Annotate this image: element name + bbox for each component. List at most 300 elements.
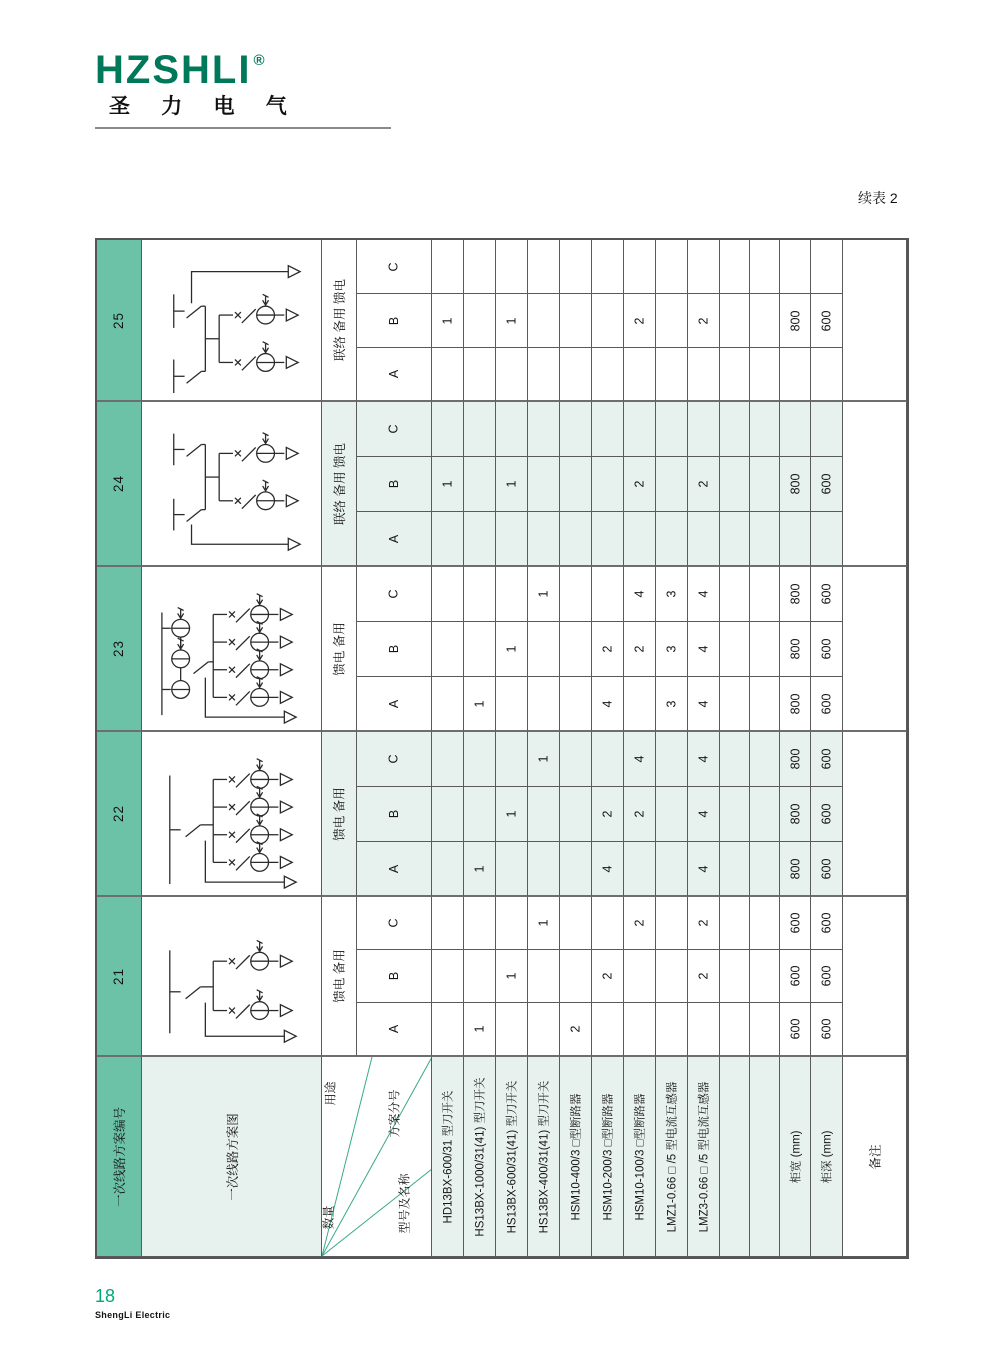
qty-cell — [528, 842, 560, 897]
equipment-name-cell — [688, 1057, 720, 1257]
qty-cell — [656, 512, 688, 567]
equipment-name: HS13BX-1000/31(41) 型刀开关 — [474, 1076, 487, 1237]
qty-cell — [592, 294, 624, 348]
usage-cell — [322, 240, 357, 402]
feeder-arrow-icon — [280, 856, 292, 868]
meter-arrow-icon — [256, 758, 262, 769]
qty-cell — [656, 787, 688, 842]
meter-arrow-icon — [256, 990, 262, 1001]
circuit-diagram-incomer-metering-four-feeders — [143, 571, 321, 727]
qty-cell — [560, 842, 592, 897]
qty-cell — [560, 240, 592, 294]
cabinet-depth-cell — [811, 677, 843, 732]
qty-cell — [464, 294, 496, 348]
cabinet-width-cell — [780, 294, 811, 348]
qty-cell — [688, 240, 720, 294]
qty-value: 1 — [440, 317, 455, 324]
qty-cell — [432, 1003, 464, 1057]
sub-scheme-letter: B — [387, 971, 401, 981]
fuse-icon — [234, 359, 240, 365]
fuse-icon — [229, 776, 235, 782]
cabinet-depth-cell — [811, 897, 843, 950]
qty-cell — [624, 294, 656, 348]
cabinet-width-cell — [780, 240, 811, 294]
qty-value: 1 — [504, 645, 519, 653]
qty-cell — [688, 622, 720, 677]
spare-cell — [720, 348, 750, 402]
scheme-table-grid — [97, 240, 907, 1257]
fuse-icon — [229, 611, 235, 617]
remark-cell — [843, 240, 907, 402]
sub-scheme-label-cell — [357, 240, 432, 294]
circuit-diagram-two-incomers-feeder-bottom — [143, 406, 321, 562]
qty-cell — [624, 950, 656, 1003]
equipment-name: HS13BX-400/31(41) 型刀开关 — [538, 1080, 551, 1233]
sub-scheme-label-cell — [357, 787, 432, 842]
qty-cell — [592, 842, 624, 897]
qty-cell — [464, 732, 496, 787]
meter-arrow-icon — [262, 342, 268, 353]
qty-cell — [464, 950, 496, 1003]
qty-cell — [560, 567, 592, 622]
meter-arrow-icon — [262, 294, 268, 305]
cabinet-depth-value: 600 — [819, 912, 834, 934]
qty-cell — [560, 622, 592, 677]
qty-cell — [432, 622, 464, 677]
qty-value: 2 — [600, 645, 615, 653]
qty-value: 4 — [696, 590, 711, 598]
feeder-arrow-icon — [280, 828, 292, 840]
sub-scheme-label-cell — [357, 1003, 432, 1057]
qty-cell — [656, 457, 688, 512]
qty-value: 1 — [472, 1025, 487, 1033]
qty-cell — [656, 348, 688, 402]
qty-cell — [496, 512, 528, 567]
cell-text: 柜宽 (mm) — [790, 1129, 803, 1184]
qty-cell — [624, 402, 656, 457]
scheme-number-cell — [97, 240, 142, 402]
qty-value: 3 — [664, 590, 679, 598]
cabinet-depth-cell — [811, 402, 843, 457]
qty-value: 1 — [504, 317, 519, 324]
cabinet-width-value: 600 — [787, 1018, 802, 1040]
cabinet-depth-value: 600 — [819, 473, 834, 495]
spare-cell — [720, 732, 750, 787]
qty-cell — [656, 732, 688, 787]
qty-cell — [656, 567, 688, 622]
qty-value: 4 — [600, 700, 615, 707]
scheme-diagram-cell — [142, 402, 322, 567]
usage-label: 联络 备用 馈电 — [333, 442, 348, 525]
qty-cell — [560, 677, 592, 732]
qty-cell — [688, 787, 720, 842]
feeder-arrow-icon — [280, 663, 292, 675]
cabinet-depth-cell — [811, 294, 843, 348]
cell-text: 一次线路方案编号 — [113, 1106, 128, 1207]
qty-cell — [560, 348, 592, 402]
qty-cell — [688, 842, 720, 897]
qty-value: 1 — [536, 919, 551, 927]
cabinet-width-cell — [780, 732, 811, 787]
equipment-name-cell — [496, 1057, 528, 1257]
qty-cell — [688, 457, 720, 512]
sub-scheme-letter: A — [387, 534, 401, 543]
switch-icon — [186, 306, 201, 318]
qty-cell — [560, 457, 592, 512]
spare-cell — [720, 787, 750, 842]
qty-cell — [592, 240, 624, 294]
qty-cell — [432, 512, 464, 567]
qty-cell — [656, 294, 688, 348]
spare-cell — [720, 622, 750, 677]
qty-value: 3 — [664, 645, 679, 653]
qty-cell — [496, 842, 528, 897]
qty-cell — [624, 622, 656, 677]
spare-cell — [720, 512, 750, 567]
qty-cell — [432, 402, 464, 457]
cabinet-depth-cell — [811, 1003, 843, 1057]
qty-value: 1 — [440, 480, 455, 488]
qty-value: 4 — [696, 865, 711, 872]
cabinet-width-cell — [780, 402, 811, 457]
cabinet-width-value: 800 — [787, 748, 802, 770]
qty-cell — [688, 567, 720, 622]
qty-cell — [432, 567, 464, 622]
header-usage-diagonal — [322, 1057, 432, 1257]
sub-scheme-label-cell — [357, 294, 432, 348]
qty-cell — [432, 677, 464, 732]
sub-scheme-letter: A — [387, 699, 401, 708]
usage-label: 馈电 备用 — [333, 621, 348, 676]
cell-text: 备注 — [868, 1143, 883, 1170]
remark-cell — [843, 567, 907, 732]
spare-cell — [720, 567, 750, 622]
qty-cell — [432, 348, 464, 402]
cabinet-depth-value: 600 — [819, 748, 834, 770]
qty-cell — [528, 512, 560, 567]
qty-value: 1 — [504, 972, 519, 980]
spare-header-cell — [750, 1057, 780, 1257]
qty-cell — [432, 732, 464, 787]
qty-cell — [432, 457, 464, 512]
cell-text: 柜深 (mm) — [821, 1129, 834, 1184]
meter-arrow-icon — [177, 607, 183, 618]
qty-value: 2 — [632, 810, 647, 818]
qty-cell — [528, 677, 560, 732]
qty-cell — [624, 842, 656, 897]
sub-scheme-letter: C — [387, 424, 401, 434]
continued-table-label: 续表 2 — [858, 190, 898, 206]
qty-cell — [688, 677, 720, 732]
sub-scheme-label-cell — [357, 512, 432, 567]
cabinet-depth-cell — [811, 842, 843, 897]
usage-cell — [322, 732, 357, 897]
qty-value: 2 — [600, 972, 615, 980]
qty-cell — [528, 402, 560, 457]
qty-cell — [624, 1003, 656, 1057]
qty-cell — [464, 567, 496, 622]
qty-cell — [688, 512, 720, 567]
qty-cell — [560, 294, 592, 348]
scheme-diagram-cell — [142, 240, 322, 402]
meter-arrow-icon — [256, 940, 262, 951]
switch-icon — [186, 371, 201, 383]
qty-value: 4 — [600, 865, 615, 872]
fuse-icon — [229, 958, 235, 964]
equipment-name-cell — [528, 1057, 560, 1257]
cabinet-depth-value: 600 — [819, 693, 834, 714]
spare-cell — [720, 897, 750, 950]
header-remark — [843, 1057, 907, 1257]
cabinet-depth-value: 600 — [819, 638, 834, 660]
scheme-number: 21 — [111, 967, 127, 985]
feeder-arrow-icon — [280, 773, 292, 785]
sub-scheme-label-cell — [357, 732, 432, 787]
cabinet-width-value: 600 — [787, 965, 802, 987]
scheme-number: 25 — [111, 311, 127, 329]
qty-value: 2 — [632, 480, 647, 488]
cabinet-depth-cell — [811, 240, 843, 294]
sub-scheme-letter: B — [387, 316, 401, 325]
qty-cell — [624, 787, 656, 842]
remark-cell — [843, 897, 907, 1057]
spare-cell — [720, 457, 750, 512]
cabinet-width-value: 800 — [787, 583, 802, 605]
spare-cell — [750, 1003, 780, 1057]
sub-scheme-letter: A — [387, 1024, 401, 1034]
qty-value: 2 — [568, 1025, 583, 1033]
remark-cell — [843, 732, 907, 897]
qty-value: 2 — [632, 317, 647, 324]
qty-cell — [592, 950, 624, 1003]
usage-cell — [322, 567, 357, 732]
qty-cell — [496, 348, 528, 402]
meter-arrow-icon — [262, 480, 268, 491]
sub-scheme-letter: B — [387, 479, 401, 489]
feeder-arrow-icon — [286, 357, 298, 369]
spare-cell — [750, 897, 780, 950]
cabinet-width-cell — [780, 1003, 811, 1057]
qty-value: 4 — [696, 645, 711, 653]
model-header-label: 型号及名称 — [397, 1173, 412, 1234]
header-scheme-number — [97, 1057, 142, 1257]
logo-subtitle: 圣 力 电 气 — [109, 94, 300, 118]
cabinet-width-value: 800 — [787, 858, 802, 879]
remark-cell — [843, 402, 907, 567]
sub-scheme-label-cell — [357, 950, 432, 1003]
qty-cell — [624, 567, 656, 622]
qty-cell — [560, 787, 592, 842]
qty-cell — [592, 512, 624, 567]
fuse-icon — [234, 497, 240, 503]
spare-cell — [750, 567, 780, 622]
qty-cell — [528, 787, 560, 842]
footer-text: ShengLi Electric — [95, 1310, 171, 1320]
equipment-name-cell — [656, 1057, 688, 1257]
cabinet-width-value: 800 — [787, 803, 802, 825]
qty-cell — [496, 787, 528, 842]
spare-cell — [750, 622, 780, 677]
feeder-arrow-icon — [288, 538, 300, 550]
sub-scheme-letter: C — [387, 918, 401, 928]
usage-label: 馈电 备用 — [333, 786, 348, 841]
qty-cell — [624, 677, 656, 732]
header-cabinet-width — [780, 1057, 811, 1257]
qty-cell — [464, 677, 496, 732]
feeder-arrow-icon — [288, 266, 300, 278]
qty-cell — [560, 512, 592, 567]
cabinet-width-cell — [780, 897, 811, 950]
qty-cell — [496, 732, 528, 787]
qty-cell — [464, 842, 496, 897]
qty-cell — [688, 402, 720, 457]
qty-cell — [528, 622, 560, 677]
sub-scheme-letter: B — [387, 644, 401, 654]
equipment-name: LMZ1-0.66 □ /5 型电流互感器 — [666, 1081, 679, 1232]
spare-cell — [720, 402, 750, 457]
qty-cell — [464, 622, 496, 677]
qty-cell — [432, 240, 464, 294]
switch-icon — [193, 661, 208, 673]
feeder-arrow-icon — [280, 636, 292, 648]
qty-value: 2 — [600, 810, 615, 818]
qty-cell — [656, 897, 688, 950]
cell-text: 一次线路方案图 — [225, 1112, 240, 1201]
qty-cell — [496, 567, 528, 622]
sub-scheme-label-cell — [357, 402, 432, 457]
switch-icon — [185, 824, 200, 836]
qty-cell — [624, 512, 656, 567]
spare-cell — [750, 787, 780, 842]
qty-cell — [688, 348, 720, 402]
circuit-diagram-incomer-four-feeders — [143, 736, 321, 892]
qty-value: 2 — [696, 480, 711, 488]
cabinet-depth-value: 600 — [819, 1018, 834, 1040]
qty-value: 1 — [504, 810, 519, 818]
registered-mark-icon: ® — [253, 52, 265, 69]
sub-scheme-label-cell — [357, 457, 432, 512]
scheme-diagram-cell — [142, 567, 322, 732]
cabinet-depth-value: 600 — [819, 583, 834, 605]
cabinet-width-cell — [780, 842, 811, 897]
cabinet-width-cell — [780, 622, 811, 677]
usage-label: 联络 备用 馈电 — [333, 279, 348, 361]
feeder-arrow-icon — [280, 1005, 292, 1017]
fuse-icon — [229, 639, 235, 645]
fuse-icon — [229, 694, 235, 700]
qty-cell — [528, 1003, 560, 1057]
qty-value: 3 — [664, 700, 679, 707]
usage-header-label: 用途 — [323, 1081, 338, 1106]
cabinet-depth-cell — [811, 950, 843, 1003]
circuit-diagram-two-incomers-feeder-top — [143, 242, 321, 398]
sub-scheme-letter: B — [387, 809, 401, 819]
sub-scheme-label-cell — [357, 677, 432, 732]
spare-cell — [750, 457, 780, 512]
qty-cell — [496, 1003, 528, 1057]
qty-cell — [656, 1003, 688, 1057]
qty-value: 2 — [696, 317, 711, 324]
cabinet-width-cell — [780, 787, 811, 842]
qty-cell — [624, 240, 656, 294]
qty-cell — [560, 1003, 592, 1057]
qty-cell — [528, 897, 560, 950]
sub-scheme-label-cell — [357, 348, 432, 402]
qty-cell — [528, 567, 560, 622]
spare-cell — [750, 950, 780, 1003]
qty-cell — [592, 787, 624, 842]
spare-cell — [750, 240, 780, 294]
spare-cell — [720, 294, 750, 348]
feeder-arrow-icon — [280, 801, 292, 813]
qty-cell — [592, 1003, 624, 1057]
qty-cell — [528, 950, 560, 1003]
qty-value: 1 — [536, 755, 551, 763]
qty-cell — [656, 950, 688, 1003]
cabinet-depth-value: 600 — [819, 803, 834, 825]
usage-cell — [322, 402, 357, 567]
spare-cell — [720, 950, 750, 1003]
feeder-arrow-icon — [284, 711, 296, 723]
spare-cell — [750, 842, 780, 897]
feeder-arrow-icon — [286, 309, 298, 321]
usage-label: 馈电 备用 — [333, 949, 348, 1003]
qty-cell — [464, 512, 496, 567]
fuse-icon — [229, 804, 235, 810]
switch-icon — [186, 444, 201, 456]
sub-scheme-label-cell — [357, 567, 432, 622]
qty-cell — [432, 294, 464, 348]
qty-cell — [528, 294, 560, 348]
cabinet-width-cell — [780, 512, 811, 567]
equipment-name-cell — [560, 1057, 592, 1257]
qty-cell — [688, 950, 720, 1003]
qty-cell — [464, 402, 496, 457]
qty-cell — [560, 402, 592, 457]
equipment-name-cell — [432, 1057, 464, 1257]
feeder-arrow-icon — [286, 494, 298, 506]
feeder-arrow-icon — [280, 608, 292, 620]
qty-value: 1 — [536, 590, 551, 598]
fuse-icon — [229, 666, 235, 672]
qty-cell — [496, 240, 528, 294]
qty-cell — [496, 457, 528, 512]
equipment-name: HD13BX-600/31 型刀开关 — [442, 1090, 455, 1223]
cabinet-depth-cell — [811, 787, 843, 842]
qty-cell — [560, 950, 592, 1003]
qty-cell — [624, 348, 656, 402]
spare-cell — [720, 240, 750, 294]
spare-cell — [720, 1003, 750, 1057]
quantity-header-label: 数量 — [322, 1205, 336, 1230]
cabinet-width-cell — [780, 677, 811, 732]
qty-cell — [656, 622, 688, 677]
qty-cell — [656, 240, 688, 294]
qty-cell — [496, 950, 528, 1003]
spare-cell — [720, 677, 750, 732]
fuse-icon — [234, 312, 240, 318]
scheme-table — [95, 238, 909, 1259]
qty-cell — [688, 1003, 720, 1057]
brand-logo — [95, 50, 300, 117]
qty-cell — [560, 897, 592, 950]
cabinet-depth-cell — [811, 732, 843, 787]
spare-cell — [750, 677, 780, 732]
qty-value: 4 — [696, 700, 711, 707]
qty-cell — [656, 402, 688, 457]
switch-icon — [185, 987, 200, 999]
scheme-number-cell — [97, 402, 142, 567]
